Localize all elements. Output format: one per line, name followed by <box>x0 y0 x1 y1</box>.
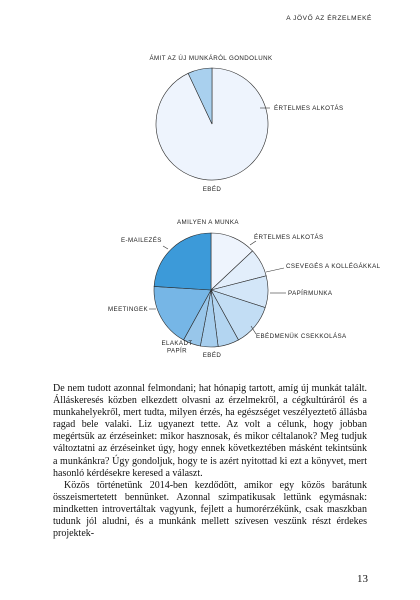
chart2-label-1: CSEVEGÉS A KOLLÉGÁKKAL <box>286 263 381 270</box>
chart2-title: AMILYEN A MUNKA <box>177 219 239 226</box>
chart2-label-8: E-MAILEZÉS <box>121 237 162 244</box>
running-head: A JÖVŐ AZ ÉRZELMEKÉ <box>286 15 372 22</box>
chart2-slice-8 <box>154 233 211 290</box>
pie-chart-2 <box>154 233 268 347</box>
chart2-label-4: EBÉD <box>202 352 222 359</box>
chart1-title: ÁMIT AZ ÚJ MUNKÁRÓL GONDOLUNK <box>149 55 273 62</box>
chart2-label-3: EBÉDMENÜK CSEKKOLÁSA <box>256 333 347 340</box>
body-text <box>53 383 367 540</box>
pie-chart-1 <box>156 68 268 180</box>
chart2-label-6: ELAKADT PAPÍR <box>161 340 193 355</box>
chart1-label-ertelmes: ÉRTELMES ALKOTÁS <box>274 105 344 112</box>
paragraph-2: Közös történetünk 2014-ben kezdődött, amikor egy közös barátunk összeismertetett bennünket. Azonnal szimpatikusak lettünk egymásnak: mindketten introvertáltak vagyunk, fejlett a humorérzékünk, csak maszkban tudunk jól aludni, és a munkánk mellett szívesen veszünk részt érdekes projektek- <box>53 479 367 540</box>
chart2-label-0: ÉRTELMES ALKOTÁS <box>254 234 324 241</box>
chart1-label-ebed: EBÉD <box>202 186 222 193</box>
chart2-leader-1 <box>266 268 284 272</box>
page-number: 13 <box>357 573 368 585</box>
chart2-leader-8 <box>163 246 168 249</box>
chart2-label-2: PAPÍRMUNKA <box>288 290 333 297</box>
chart2-leader-0 <box>250 241 256 245</box>
chart2-label-7: MEETINGEK <box>108 306 149 313</box>
paragraph-1: De nem tudott azonnal felmondani; hat hónapig tartott, amíg új munkát talált. Álláskeresés közben elkezdett olvasni az érzelmekről, a cégkultúráról és a munkahelyekről, mert tudta, milyen érzés, ha egészséget veszélyeztető állásba ragad bele valaki. Liz ugyanezt tette. Az volt a célunk, hogy jobban megértsük az érzéseinket: mikor hasznosak, és mikor céltalanok? Meg tudjuk változtatni az érzéseinket úgy, hogy ennek következtében másként tekintsünk a munkánkra? Úgy gondoljuk, hogy te is azért nyitottad ki ezt a könyvet, mert hasonló kérdésekre keresed a választ. <box>53 383 367 479</box>
